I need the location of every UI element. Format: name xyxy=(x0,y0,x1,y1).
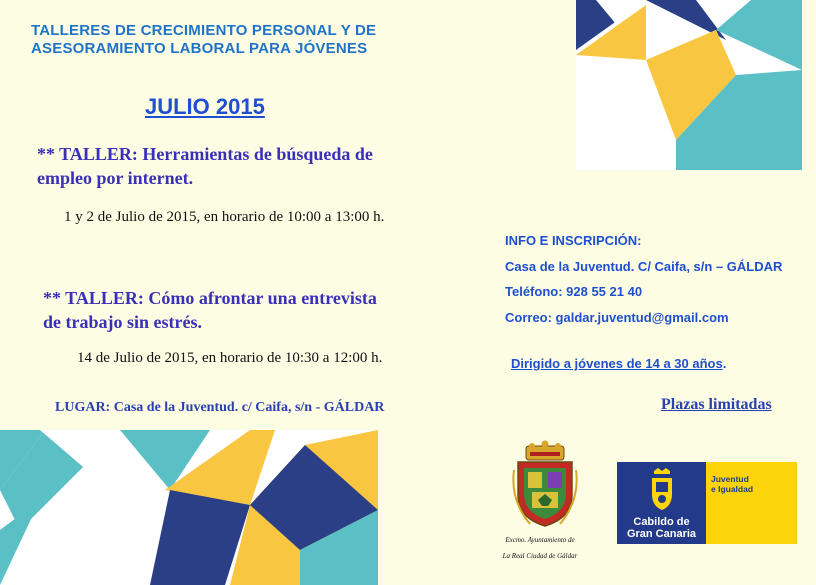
cabildo-department-line-1: Juventud xyxy=(711,474,749,484)
crest-caption xyxy=(480,532,600,564)
title-line-2: ASESORAMIENTO LABORAL PARA JÓVENES xyxy=(31,40,368,57)
info-phone: Teléfono: 928 55 21 40 xyxy=(505,284,643,299)
workshop-2-title xyxy=(43,286,433,334)
cabildo-department-line-2: e Igualdad xyxy=(711,484,754,494)
info-address: Casa de la Juventud. C/ Caifa, s/n – GÁLDAR xyxy=(505,258,783,274)
workshop-2-title-line-2: de trabajo sin estrés. xyxy=(43,312,202,332)
galdar-coat-of-arms-icon xyxy=(510,440,580,530)
crest-caption-line-1: Excmo. Ayuntamiento de xyxy=(505,536,575,544)
workshop-1-title-line-2: empleo por internet. xyxy=(37,168,194,188)
workshop-2-title-line-1: ** TALLER: Cómo afrontar una entrevista xyxy=(43,288,377,308)
audience-text xyxy=(511,356,726,371)
crest-caption-line-2: La Real Ciudad de Gáldar xyxy=(502,552,578,560)
month-heading: JULIO 2015 xyxy=(145,94,265,119)
cabildo-department xyxy=(711,474,795,494)
audience-label: Dirigido a jóvenes de 14 a 30 años xyxy=(511,356,723,371)
title-line-1: TALLERES DE CRECIMIENTO PERSONAL Y DE xyxy=(31,22,377,39)
cabildo-logo xyxy=(617,462,797,544)
location-text: LUGAR: Casa de la Juventud. c/ Caifa, s/n - GÁLDAR xyxy=(55,400,385,415)
workshop-1-schedule: 1 y 2 de Julio de 2015, en horario de 10:00 a 13:00 h. xyxy=(64,209,385,225)
bottom-left-geometric-decoration xyxy=(0,430,378,585)
cabildo-crest-icon xyxy=(649,466,675,512)
page-title xyxy=(31,22,461,58)
audience-suffix: . xyxy=(722,356,727,371)
info-heading: INFO E INSCRIPCIÓN: xyxy=(505,233,642,248)
limited-places-text: Plazas limitadas xyxy=(661,396,772,413)
workshop-1-title-line-1: ** TALLER: Herramientas de búsqueda de xyxy=(37,144,373,164)
workshop-2-schedule: 14 de Julio de 2015, en horario de 10:30 a 12:00 h. xyxy=(77,350,383,366)
cabildo-name-line-1: Cabildo de xyxy=(633,516,690,528)
cabildo-logo-blue-panel xyxy=(617,462,706,544)
cabildo-name xyxy=(617,516,706,540)
top-right-geometric-decoration xyxy=(576,0,802,170)
info-email: Correo: galdar.juventud@gmail.com xyxy=(505,309,729,325)
cabildo-name-line-2: Gran Canaria xyxy=(626,528,697,540)
workshop-1-title xyxy=(37,142,427,190)
info-block xyxy=(505,228,815,330)
